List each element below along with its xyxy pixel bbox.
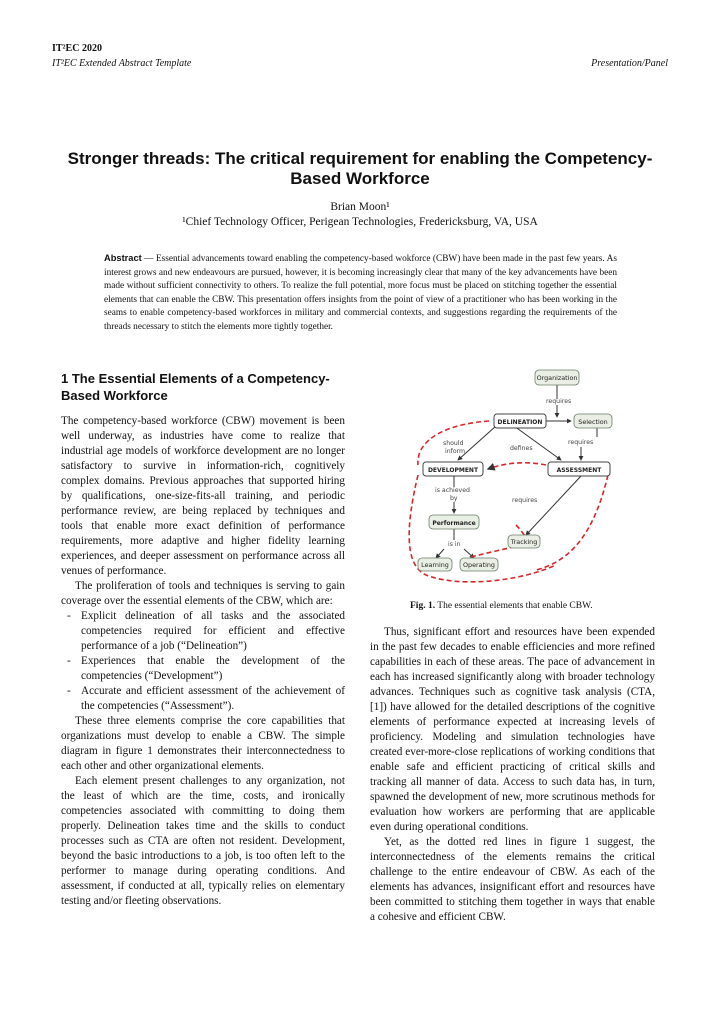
paper-title: Stronger threads: The critical requirement for enabling the Competency-Based Workforce <box>67 149 653 188</box>
caption-text: The essential elements that enable CBW. <box>435 601 593 611</box>
dashed-thread <box>536 475 608 570</box>
link-label: inform <box>445 448 466 455</box>
paragraph: These three elements comprise the core capabilities that organizations must develop to enable a CBW. The simple diagram in figure 1 demonstrates their interconnectedness to each other and other organizational elements. <box>61 715 345 772</box>
list-item: - Experiences that enable the development of the competencies (“Development”) <box>81 654 345 684</box>
abstract-text: — Essential advancements toward enabling the competency-based wokforce (CBW) have been made in the past few years. As interest grows and new endeavours are pursued, however, it is becoming increasingly clear that many of the key advancements have been made without sufficient connectivity to others. To realize the full potential, more focus must be placed on stitching together the essential elements that can enable the CBW. This presentation offers insights from the point of view of a practitioner who has been working in the seams to enable competency-based workforces in military and commercial contexts, and suggestions regarding the requirements of the threads necessary to stitch the elements more tightly together. <box>104 254 617 332</box>
node-assessment-label: ASSESSMENT <box>556 467 602 474</box>
link-label: should <box>443 440 464 447</box>
node-delineation-label: DELINEATION <box>497 419 543 426</box>
paragraph: The proliferation of tools and techniques is serving to gain coverage over the essential elements of the CBW, which are: <box>61 580 345 607</box>
caption-label: Fig. 1. <box>410 601 436 611</box>
node-development-label: DEVELOPMENT <box>427 467 479 474</box>
link-label: requires <box>546 398 572 405</box>
abstract-label: Abstract <box>104 253 142 263</box>
affiliation: ¹Chief Technology Officer, Perigean Technologies, Fredericksburg, VA, USA <box>182 216 538 228</box>
list-item: - Explicit delineation of all tasks and the associated competencies required for efficient and effective performance of a job (“Delineation”) <box>81 609 345 654</box>
figure-caption <box>410 601 593 611</box>
left-column <box>61 370 345 909</box>
link-label: defines <box>510 445 533 452</box>
conference-name: IT²EC 2020 <box>52 43 102 54</box>
node-organization-label: Organization <box>536 374 578 382</box>
paragraph: Yet, as the dotted red lines in figure 1 suggest, the interconnectedness of the elements remains the critical challenge to the entire endeavour of CBW. As each of the elements has advances, insignificant effort and resources have been committed to stitching them together in ways that enable a cohesive and efficient CBW. <box>370 836 655 923</box>
section-heading: 1 The Essential Elements of a Competency-Based Workforce <box>61 371 330 403</box>
template-name: IT²EC Extended Abstract Template <box>52 58 192 69</box>
abstract <box>104 252 617 334</box>
link-label: is achieved <box>435 487 470 494</box>
link-label: requires <box>512 497 538 504</box>
author: Brian Moon¹ <box>330 201 390 213</box>
dashed-thread <box>488 463 546 469</box>
node-tracking-label: Tracking <box>510 538 538 546</box>
list-item: - Accurate and efficient assessment of the achievement of the competencies (“Assessment”). <box>81 684 345 714</box>
submission-type: Presentation/Panel <box>591 58 668 69</box>
node-operating-label: Operating <box>463 561 495 569</box>
right-column <box>370 625 655 925</box>
link-label: requires <box>568 439 594 446</box>
node-performance-label: Performance <box>432 520 476 527</box>
arrow <box>514 426 561 460</box>
node-learning-label: Learning <box>421 561 449 569</box>
link-label: is in <box>448 541 461 548</box>
paragraph: Each element present challenges to any organization, not the least of which are the time, costs, and ironically competencies associated with committing to doing them properly. Delineation takes time and the skills to conduct processes such as CTA are often not resident. Development, beyond the basic introductions to a job, is too often left to the performer to manage during operating conditions. And assessment, if conducted at all, typically relies on elementary testing and/or fleeting observations. <box>61 775 345 907</box>
arrow <box>436 549 444 558</box>
element-list <box>61 609 345 714</box>
cbw-concept-map <box>396 365 628 597</box>
node-selection-label: Selection <box>578 418 608 426</box>
arrow <box>526 476 581 535</box>
paragraph: Thus, significant effort and resources have been expended in the past few decades to enable efficiencies and more refined capabilities in each of these areas. The pace of advancement in each has increased significantly along with broader technology advances. Techniques such as cognitive task analysis (CTA, [1]) have allowed for the detailed descriptions of the cognitive elements of performance expected at increasing levels of proficiency. Modeling and simulation technologies have created ever-more-close replications of working conditions that enable safe and efficient practicing of critical skills and tracking all manner of data. Access to such data has, in turn, spawned the development of new, more scrutinous methods for evaluation how workers are performing that are applicable even during operational conditions. <box>370 626 655 833</box>
paragraph: The competency-based workforce (CBW) movement is been well underway, as industries have come to realize that industrial age models of workforce development are no longer satisfactory to survive in information-rich, cognitively complex domains. Previous approaches that supported hiring by qualifications, one-size-fits-all training, and periodic performance review, are being replaced by techniques and tools that enable more exact definition of performance requirements, more adaptive and higher fidelity learning experiences, and deeper assessment on performance across all venues of performance. <box>61 415 345 577</box>
link-label: by <box>450 495 458 502</box>
